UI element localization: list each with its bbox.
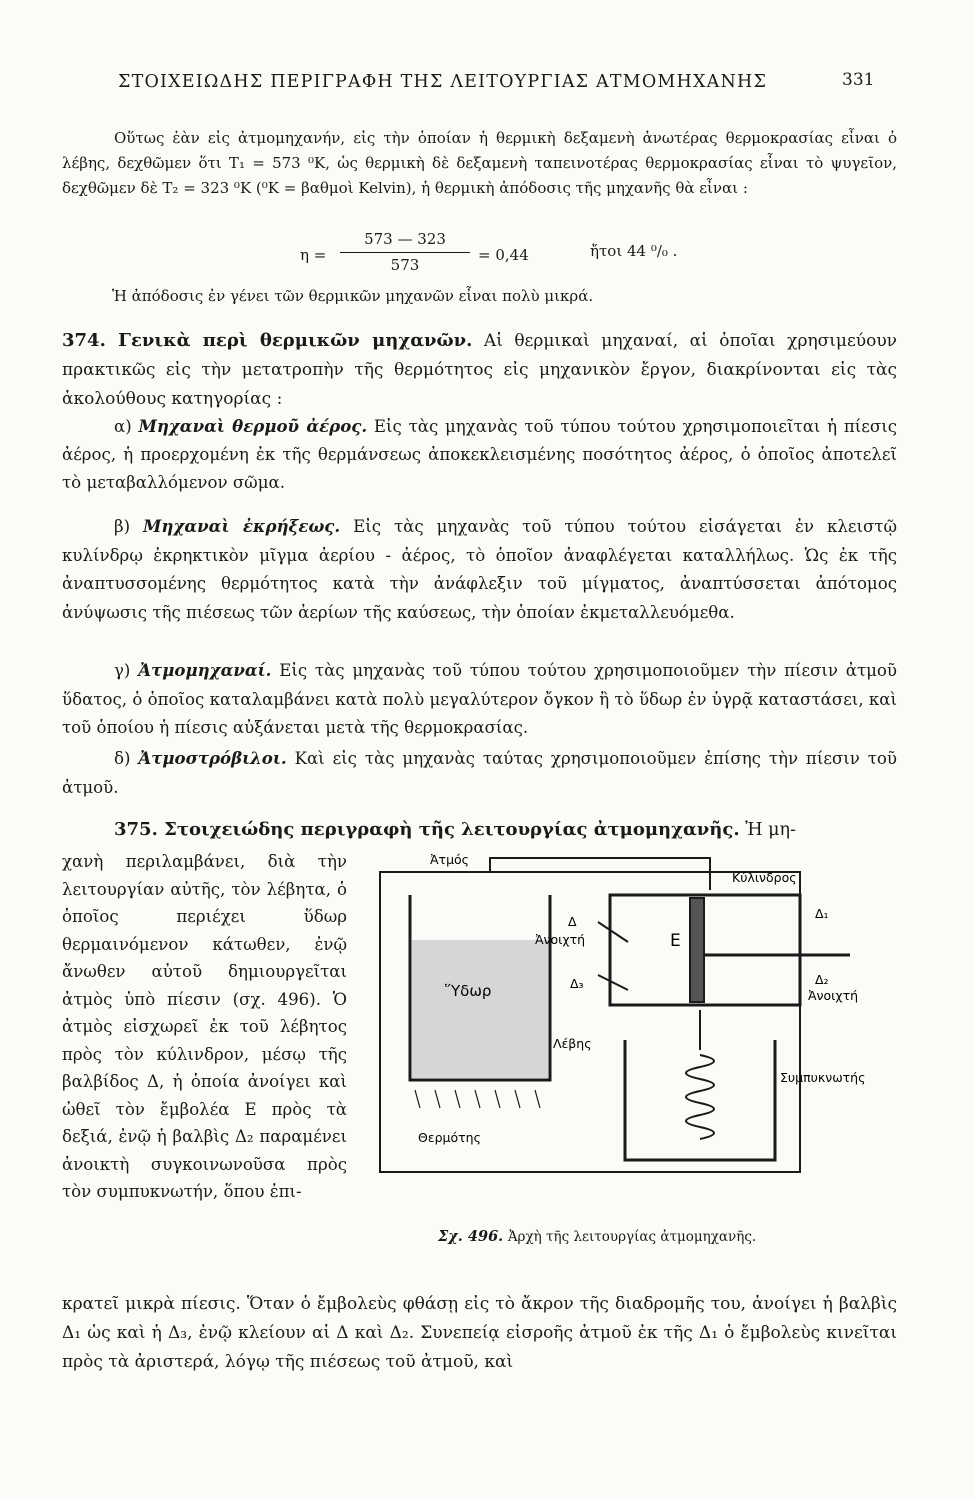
formula-result: = 0,44 xyxy=(478,246,529,264)
label-e: E xyxy=(670,931,681,951)
item-label: γ) xyxy=(114,661,131,680)
label-water: Ὕδωρ xyxy=(445,982,492,1000)
item-text: Εἰς τὰς μηχανὰς τοῦ τύπου τούτου χρησιμοποιοῦμεν τὴν πίεσιν ἀτμοῦ ὕδατος, ὁ ὁποῖος καταλαμβάνει κατὰ πολὺ μεγαλύτερον ὄγκον ἢ τὸ ὕδωρ ἐν ὑγρᾷ καταστάσει, καὶ τοῦ ὁποίου ἡ πίεσις αὐξάνεται μετὰ τῆς θερμοκρασίας. xyxy=(62,661,898,737)
formula-denominator: 573 xyxy=(390,256,420,274)
label-d: Δ xyxy=(568,914,577,929)
water-fill xyxy=(412,940,548,1078)
item-title: Ἀτμομηχαναί. xyxy=(138,660,272,680)
section-375-heading-line xyxy=(62,816,897,845)
flame xyxy=(415,1090,420,1108)
flame xyxy=(515,1090,520,1108)
label-d2: Δ₂ xyxy=(815,972,829,987)
section-374-heading: 374. Γενικὰ περὶ θερμικῶν μηχανῶν. xyxy=(62,330,473,351)
condenser-vessel xyxy=(625,1040,775,1160)
item-label: α) xyxy=(114,417,132,436)
label-cylinder: Κύλινδρος xyxy=(732,870,797,885)
item-title: Μηχαναὶ ἐκρήξεως. xyxy=(143,516,341,536)
label-boiler: Λέβης xyxy=(553,1036,592,1051)
section-375-column: χανὴ περιλαμβάνει, διὰ τὴν λειτουργίαν αὐτῆς, τὸν λέβητα, ὁ ὁποῖος περιέχει ὕδωρ θερμαινόμενον κάτωθεν, ἐνῷ ἄνωθεν αὐτοῦ δημιουργεῖται ἀτμὸς ὑπὸ πίεσιν (σχ. 496). Ὁ ἀτμὸς εἰσχωρεῖ ἐκ τοῦ λέβητος πρὸς τὸν κύλινδρον, μέσῳ τῆς βαλβίδος Δ, ἡ ὁποία ἀνοίγει καὶ ὠθεῖ τὸν ἔμβολέα Ε πρὸς τὰ δεξιά, ἐνῷ ἡ βαλβὶς Δ₂ παραμένει ἀνοικτὴ συγκοινωνοῦσα πρὸς τὸν συμπυκνωτήν, ὅπου ἐπι- xyxy=(62,852,347,1201)
item-text: Καὶ εἰς τὰς μηχανὰς ταύτας χρησιμοποιοῦμεν ἐπίσης τὴν πίεσιν τοῦ ἀτμοῦ. xyxy=(62,749,898,797)
efficiency-note: Ἡ ἀπόδοσις ἐν γένει τῶν θερμικῶν μηχανῶν εἶναι πολὺ μικρά. xyxy=(112,287,594,305)
caption-text: Ἀρχὴ τῆς λειτουργίας ἀτμομηχανῆς. xyxy=(507,1229,757,1245)
valve-d xyxy=(598,922,628,942)
label-heater: Θερμότης xyxy=(418,1130,481,1145)
label-steam: Ἀτμός xyxy=(430,852,470,867)
steam-pipe xyxy=(490,858,710,890)
label-condenser: Συμπυκνωτής xyxy=(780,1070,866,1085)
piston xyxy=(690,898,704,1002)
valve-d3 xyxy=(598,975,628,990)
condenser-coil xyxy=(686,1055,714,1139)
item-title: Ἀτμοστρόβιλοι. xyxy=(138,748,287,768)
efficiency-formula xyxy=(300,232,720,280)
item-text: Εἰς τὰς μηχανὰς τοῦ τύπου τούτου εἰσάγεται ἐν κλειστῷ κυλίνδρῳ ἐκρηκτικὸν μῖγμα ἀερίου - ἀέρος, τὸ ὁποῖον ἀναφλέγεται καταλλήλως. Ὡς ἐκ τῆς ἀναπτυσσομένης θερμότητος κατὰ τὴν ἀνάφλεξιν τοῦ μίγματος, ἀναπτύσσεται ἀπότομος ἀνύψωσις τῆς πιέσεως τῶν ἀερίων τῆς καύσεως, τὴν ὁποίαν ἐκμεταλλευόμεθα. xyxy=(62,517,898,622)
item-b xyxy=(62,512,897,627)
section-375-tail: κρατεῖ μικρὰ πίεσις. Ὅταν ὁ ἔμβολεὺς φθάσῃ εἰς τὸ ἄκρον τῆς διαδρομῆς του, ἀνοίγει ἡ βαλβὶς Δ₁ ὡς καὶ ἡ Δ₃, ἐνῷ κλείουν αἱ Δ καὶ Δ₂. Συνεπείᾳ εἰσροῆς ἀτμοῦ ἐκ τῆς Δ₁ ὁ ἔμβολεὺς κινεῖται πρὸς τὰ ἀριστερά, λόγῳ τῆς πιέσεως τοῦ ἀτμοῦ, καὶ xyxy=(62,1294,897,1372)
flame xyxy=(475,1090,480,1108)
fraction-bar xyxy=(340,252,470,253)
section-375-heading: 375. Στοιχειώδης περιγραφὴ τῆς λειτουργίας ἀτμομηχανῆς. xyxy=(114,819,740,840)
label-open-1: Ἀνοιχτή xyxy=(535,932,586,947)
formula-lhs: η = xyxy=(300,246,327,264)
flame xyxy=(495,1090,500,1108)
caption-number: Σχ. 496. xyxy=(438,1228,504,1245)
item-text: Εἰς τὰς μηχανὰς τοῦ τύπου τούτου χρησιμοποιεῖται ἡ πίεσις ἀέρος, ἡ προερχομένη ἐκ τῆς θερμάνσεως ἀποκεκλεισμένης ποσότητος ἀέρος, ὁ ὁποῖος ἀποτελεῖ τὸ μεταβαλλόμενον σῶμα. xyxy=(62,417,897,492)
item-title: Μηχαναὶ θερμοῦ ἀέρος. xyxy=(138,416,368,436)
label-d3: Δ₃ xyxy=(570,976,584,991)
figure-caption xyxy=(438,1228,898,1245)
section-374 xyxy=(62,326,897,414)
steam-engine-diagram xyxy=(360,850,900,1230)
section-375-lead: Ἡ μη- xyxy=(745,820,796,840)
flame xyxy=(455,1090,460,1108)
item-c xyxy=(62,656,897,743)
label-d1: Δ₁ xyxy=(815,906,829,921)
label-open-2: Ἀνοιχτή xyxy=(808,988,859,1003)
item-d xyxy=(62,744,897,802)
flame xyxy=(435,1090,440,1108)
flame xyxy=(535,1090,540,1108)
page-number: 331 xyxy=(842,70,875,90)
formula-numerator: 573 — 323 xyxy=(364,230,446,248)
item-label: δ) xyxy=(114,749,131,768)
running-title: ΣΤΟΙΧΕΙΩΔΗΣ ΠΕΡΙΓΡΑΦΗ ΤΗΣ ΛΕΙΤΟΥΡΓΙΑΣ ΑΤΜΟΜΗΧΑΝΗΣ xyxy=(118,72,768,92)
item-a xyxy=(62,412,897,497)
formula-approx: ἤτοι 44 ⁰/₀ . xyxy=(590,242,678,260)
item-label: β) xyxy=(114,517,131,536)
intro-paragraph: Οὕτως ἐὰν εἰς ἀτμομηχανήν, εἰς τὴν ὁποίαν ἡ θερμικὴ δεξαμενὴ ἀνωτέρας θερμοκρασίας εἶναι ὁ λέβης, δεχθῶμεν ὅτι T₁ = 573 ⁰K, ὡς θερμικὴ δὲ δεξαμενὴ ταπεινοτέρας θερμοκρασίας εἶναι τὸ ψυγεῖον, δεχθῶμεν δὲ T₂ = 323 ⁰K (⁰K = βαθμοὶ Kelvin), ἡ θερμικὴ ἀπόδοσις τῆς μηχανῆς θὰ εἶναι : xyxy=(62,129,897,197)
section-374-body: Αἱ θερμικαὶ μηχαναί, αἱ ὁποῖαι χρησιμεύουν πρακτικῶς εἰς τὴν μετατροπὴν τῆς θερμότητος εἰς μηχανικὸν ἔργον, διακρίνονται εἰς τὰς ἀκολούθους κατηγορίας : xyxy=(62,331,898,409)
